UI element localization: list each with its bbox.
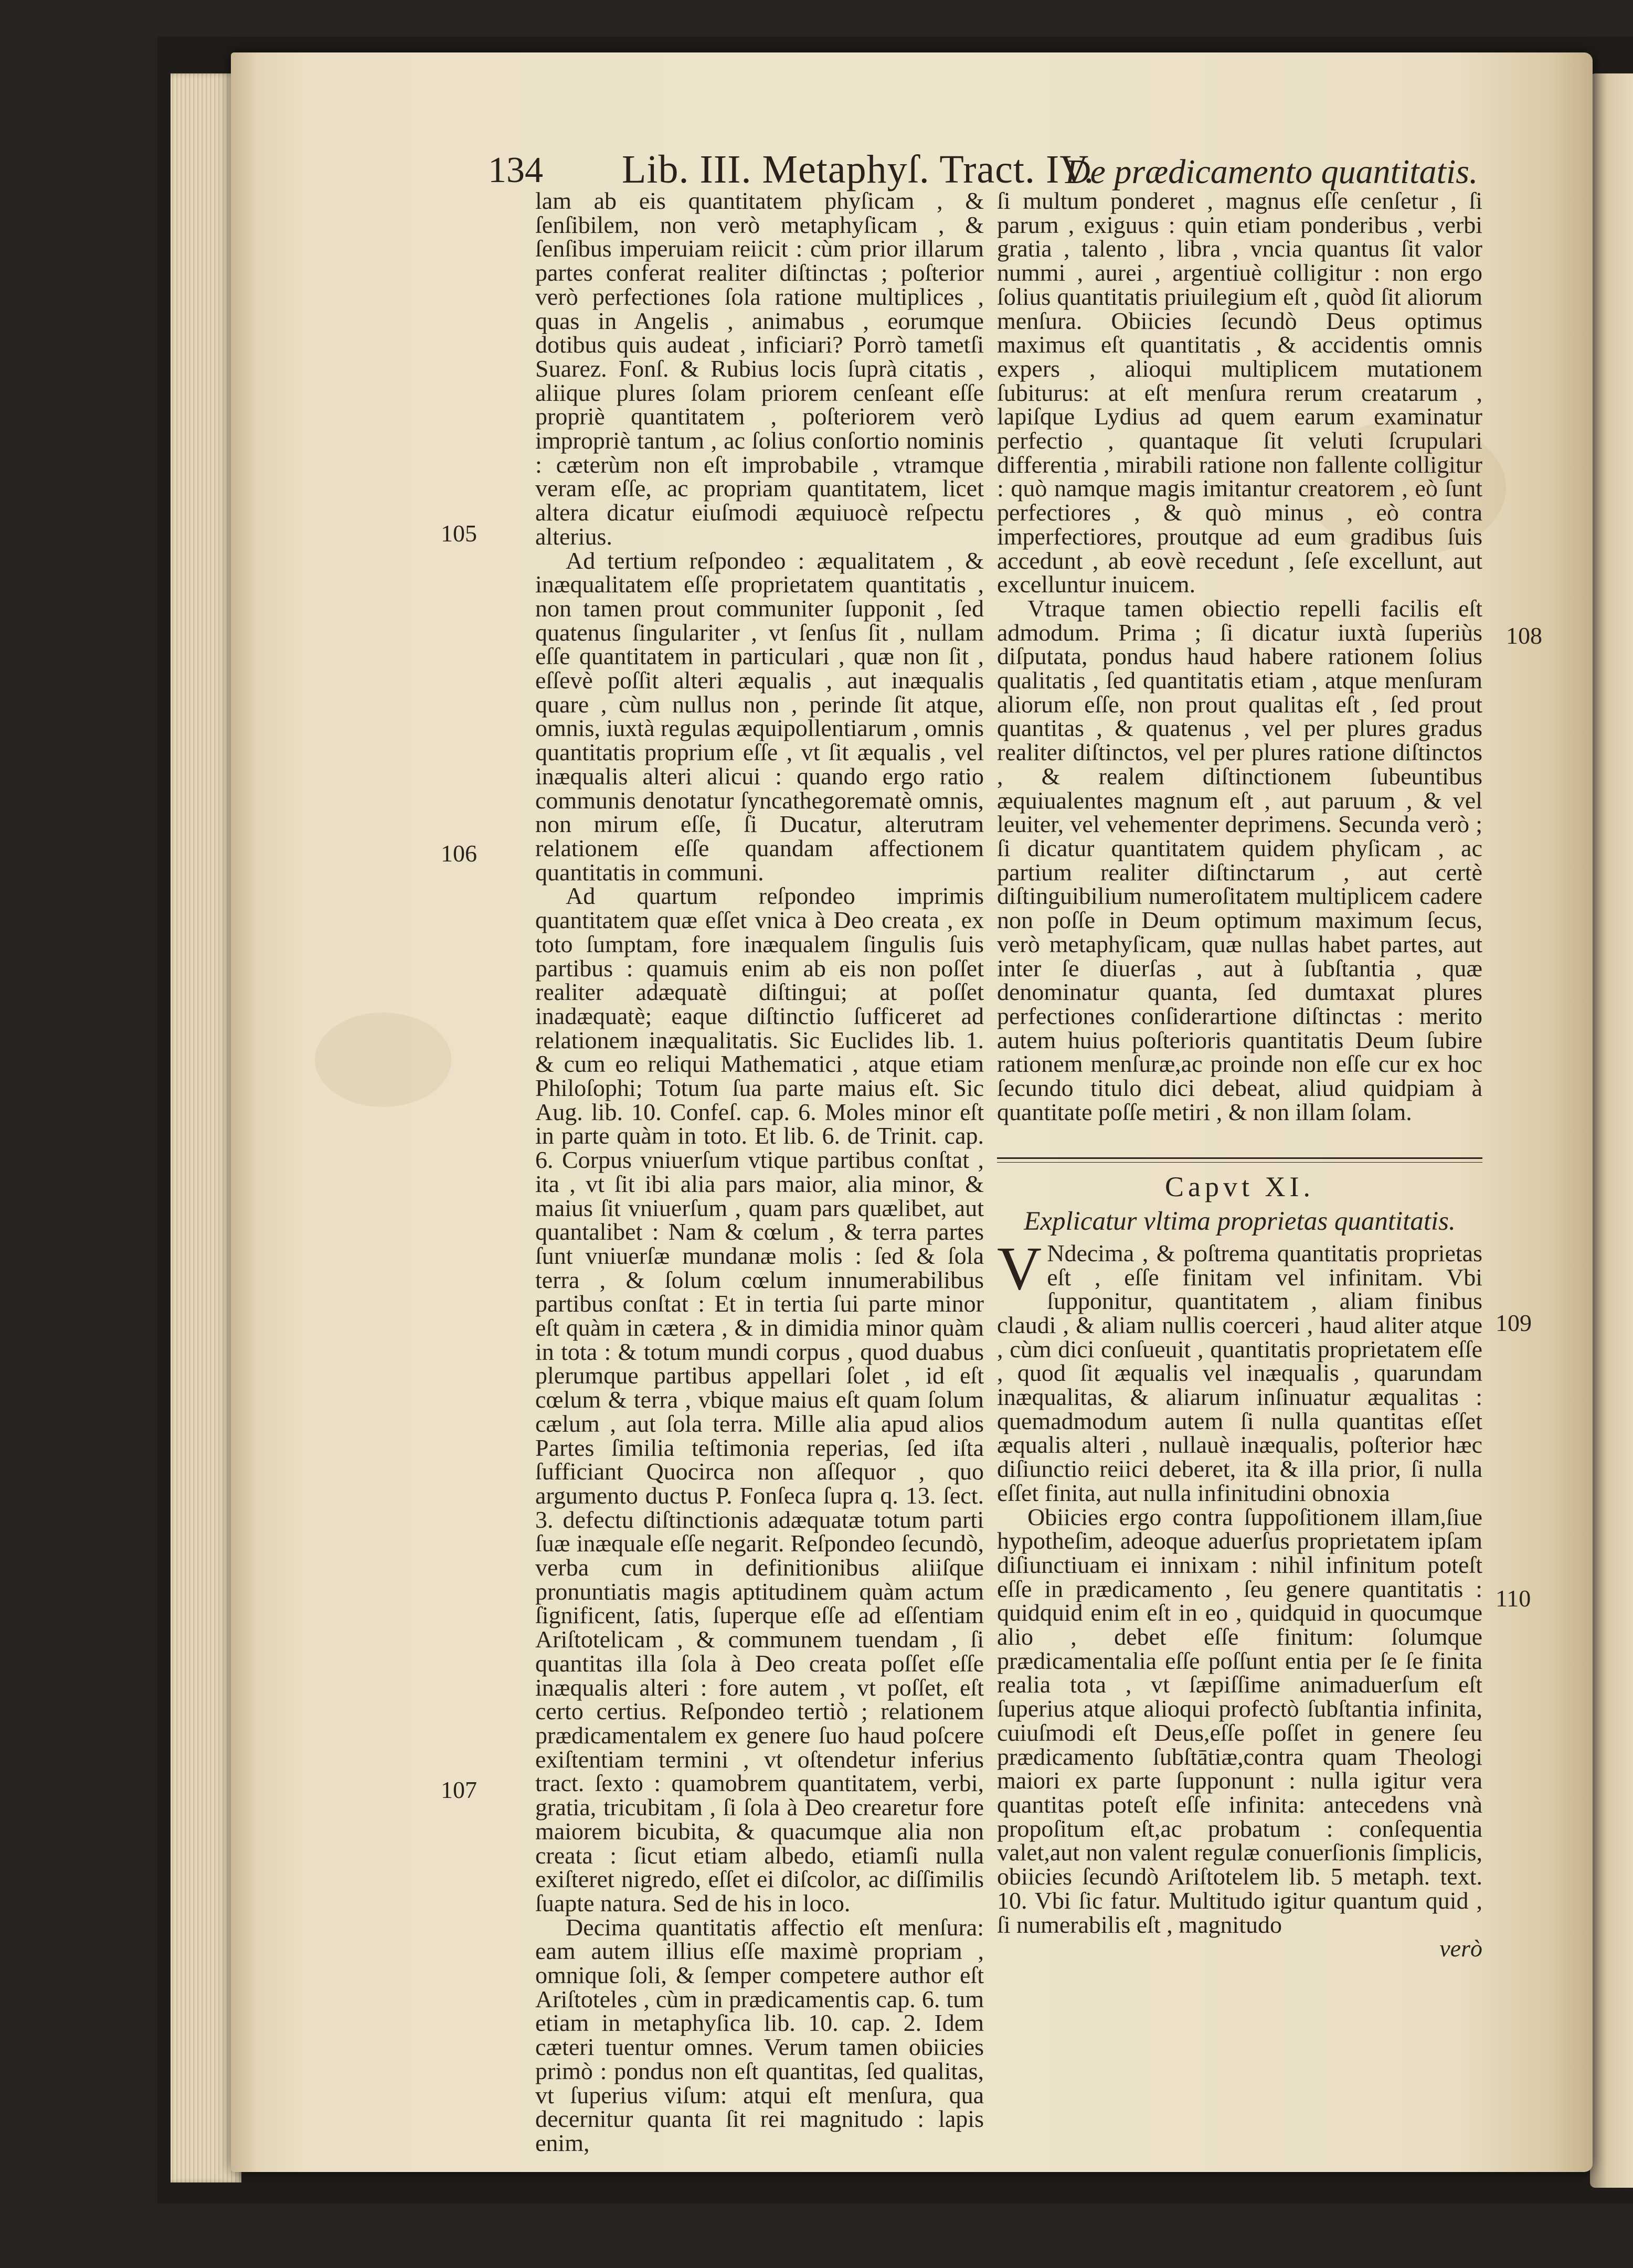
margin-number: 108	[1506, 622, 1542, 649]
margin-number: 106	[441, 840, 477, 867]
paragraph: Ad quartum reſpondeo imprimis quantitatem quæ eſſet vnica à Deo creata , ex toto ſumptam, fore inæqualem ſingulis ſuis partibus : quamuis enim ab eis non poſſet realiter adæquatè diſtingui; at poſſet inadæquatè; eaque diſtinctio ſufficeret ad relationem inæqualitatis. Sic Euclides lib. 1. & cum eo reliqui Mathematici , atque etiam Philoſophi; Totum ſua parte maius eſt. Sic Aug. lib. 10. Confeſ. cap. 6. Moles minor eſt in parte quàm in toto. Et lib. 6. de Trinit. cap. 6. Corpus vniuerſum vtique partibus conſtat , ita , vt ſit ibi alia pars maior, alia minor, & maius ſit vniuerſum , quam pars quælibet, aut quantalibet : Nam & cœlum , & terra partes ſunt vniuerſæ mundanæ molis : ſed & ſola terra , & ſolum cœlum innumerabilibus partibus conſtat : Et in tertia ſui parte minor eſt quàm in cætera , & in dimidia minor quàm in tota : & totum mundi corpus , quod duabus plerumque partibus appellari ſolet , id eſt cœlum & terra , vbique maius eſt quam ſolum cælum , aut ſola terra. Mille alia apud alios Partes ſimilia teſtimonia reperias, ſed iſta ſufficiant Quocirca non aſſequor , quo argumento ductus P. Fonſeca ſupra q. 13. ſect. 3. defectu diſtinctionis adæquatæ totum parti ſuæ inæquale eſſe negarit. Reſpondeo ſecundò, verba cum in definitionibus aliiſque pronuntiatis magis aptitudinem quàm actum ſignificent, ſatis, ſuperque eſſe ad eſſentiam Ariſtotelicam , & communem tuendam , ſi quantitas illa ſola à Deo creata poſſet eſſe inæqualis alteri : fore autem , vt poſſet, eſt certo certius. Reſpondeo tertiò ; relationem prædicamentalem ex genere ſuo haud poſcere exiſtentiam termini , vt oſtendetur inferius tract. ſexto : quamobrem quantitatem, verbi, gratia, tricubitam , ſi ſola à Deo crearetur fore maiorem bicubita, & quacumque alia non creata : ſicut etiam albedo, etiamſi nulla exiſteret nigredo, eſſet ei diſcolor, ac diſſimilis ſuapte natura. Sed de his in loco.	[535, 882, 984, 1916]
paragraph: Ad tertium reſpondeo : æqualitatem , & inæqualitatem eſſe proprietatem quantitatis , non tamen prout communiter ſupponit , ſed quatenus ſingulariter , vt ſenſus ſit , nullam eſſe quantitatem in particulari , quæ non ſit , eſſevè poſſit alteri æqualis , aut inæqualis quare , cùm nullus non , perinde ſit atque, omnis, iuxtà regulas æquipollentiarum , omnis quantitatis proprium eſſe , vt ſit æqualis , vel inæqualis alteri alicui : quando ergo ratio communis denotatur ſyncathegorematè omnis, non mirum eſſe, ſi Ducatur, alterutram relationem eſſe quandam affectionem quantitatis in communi.	[535, 547, 984, 886]
right-column	[997, 189, 1482, 1961]
margin-number: 110	[1496, 1585, 1531, 1612]
paragraph-text: Ndecima , & poſtrema quantitatis proprietas eſt , eſſe finitam vel infinitam. Vbi ſupponitur, quantitatem , aliam finibus claudi , & aliam nullis coerceri , haud aliter atque , cùm dici conſueuit , quantitatis proprietatem eſſe , quod ſit æqualis vel inæqualis , quarundam inæqualitas, & aliarum inſinuatur æqualitas : quemadmodum autem ſi nulla quantitas eſſet æqualis alteri , nullauè inæqualis, poſterior hæc diſiunctio reiici deberet, ita & illa prior, ſi nulla eſſet finita, aut nulla infinitudini obnoxia	[997, 1239, 1482, 1506]
paragraph: Obiicies ergo contra ſuppoſitionem illam,ſiue hypotheſim, adeoque aduerſus proprietatem ipſam diſiunctiuam ei innixam : nihil infinitum poteſt eſſe in prædicamento , ſeu genere quantitatis : quidquid enim eſt in eo , quidquid in quocumque alio , debet eſſe finitum: ſolumque prædicamentalia eſſe poſſunt entia per ſe ſe finita realia tota , vt ſæpiſſime animaduerſum eſt ſuperius atque alioqui profectò ſubſtantia infinita, cuiuſmodi eſt Deus,eſſe poſſet in genere ſeu prædicamento ſubſtātiæ,contra quam Theologi maiori ex parte ſupponunt : nulla igitur vera quantitas poteſt eſſe infinita: antecedens vnà propoſitum eſt,ac probatum : conſequentia valet,aut non valent regulæ conuerſionis ſimplicis, obiicies ſecundò Ariſtotelem lib. 5 metaph. text. 10. Vbi ſic fatur. Multitudo igitur quantum quid , ſi numerabilis eſt , magnitudo	[997, 1503, 1482, 1938]
facing-page-edge	[1590, 73, 1633, 2188]
paragraph	[997, 1233, 1482, 1506]
left-column	[535, 189, 984, 2155]
margin-number: 105	[441, 520, 477, 547]
paragraph: lam ab eis quantitatem phyſicam , & ſenſibilem, non verò metaphyſicam , & ſenſibus imperuiam reiicit : cùm prior illarum partes conferat realiter diſtinctas ; poſterior verò perfectiones ſola ratione multiplices , quas in Angelis , animabus , eorumque dotibus quis audeat , inficiari? Porrò tametſi Suarez. Fonſ. & Rubius locis ſuprà citatis , aliique plures ſolam priorem cenſeant eſſe propriè quantitatem , poſteriorem verò impropriè tantum , ac ſolius conſortio nominis : cæterùm non eſt improbabile , vtramque veram eſſe, ac propriam quantitatem, licet altera dicatur eiuſmodi æquiuocè reſpectu alterius.	[535, 187, 984, 550]
chapter-title: Capvt XI.	[1165, 1171, 1314, 1203]
chapter-subtitle: Explicatur vltima proprietas quantitatis.	[1024, 1207, 1456, 1237]
margin-number: 107	[441, 1776, 477, 1803]
paragraph: ſi multum ponderet , magnus eſſe cenſetur , ſi parum , exiguus : quin etiam ponderibus , verbi gratia , talento , libra , vncia quantus ſit valor nummi , aurei , argentiuè colligitur : non ergo ſolius quantitatis priuilegium eſt , quòd ſit aliorum menſura. Obiicies ſecundò Deus optimus maximus eſt quantitatis , & accidentis omnis expers , alioqui multiplicem mutationem ſubiturus: at eſt menſura rerum creatarum , lapiſque Lydius ad quem earum examinatur perfectio , quantaque ſit veluti ſcrupulari differentia , mirabili ratione non fallente colligitur : quò namque magis imitantur creatorem , eò ſunt perfectiores , & quò minus , eò contra imperfectiores, proutque ad eum gradibus ſuis accedunt , ab eovè recedunt , ſeſe excellunt, aut excelluntur inuicem.	[997, 187, 1482, 598]
paragraph: Vtraque tamen obiectio repelli facilis eſt admodum. Prima ; ſi dicatur iuxtà ſuperiùs diſputata, pondus haud habere rationem ſolius qualitatis , ſed quantitatis etiam , atque menſuram aliorum eſſe, non prout qualitas eſt , ſed prout quantitas , & quatenus , vel per plures gradus realiter diſtinctos, vel per plures ratione diſtinctos , & realem diſtinctionem ſubeuntibus æquiualentes magnum eſt , aut paruum , & vel leuiter, vel vehementer deprimens. Secunda verò ; ſi dicatur quantitatem quidem phyſicam , ac partium realiter diſtinctarum , aut certè diſtinguibilium numeroſitatem multiplicem cadere non poſſe in Deum optimum maximum ſecus, verò metaphyſicam, quæ nullas habet partes, aut inter ſe diuerſas , aut à ſubſtantia , quæ denominatur quanta, ſed dumtaxat plures perfectiones conſiderartione diſtinctas : merito autem huius poſterioris quantitatis Deum ſubire rationem menſuræ,ac proinde non eſſe cur ex hoc ſecundo titulo dici debeat, aliud quidpiam à quantitate poſſe metiri , & non illam ſolam.	[997, 594, 1482, 1125]
running-title: Lib. III. Metaphyſ. Tract. IV.	[622, 147, 1095, 191]
catchword: verò	[1439, 1935, 1482, 1962]
paragraph: Decima quantitatis affectio eſt menſura: eam autem illius eſſe maximè propriam , omnique ſoli, & ſemper competere author eſt Ariſtoteles , cùm in prædicamentis cap. 6. tum etiam in metaphyſica lib. 10. cap. 2. Idem cæteri tuentur omnes. Verum tamen obiicies primò : pondus non eſt quantitas, ſed qualitas, vt ſuperius viſum: atqui eſt menſura, qua decernitur quanta ſit rei magnitudo : lapis enim,	[535, 1913, 984, 2156]
section-rule	[997, 1157, 1482, 1163]
section-title: De prædicamento quantitatis.	[1065, 153, 1478, 191]
paper-stain	[315, 1013, 451, 1107]
drop-cap: V	[997, 1233, 1042, 1303]
page-number: 134	[488, 150, 543, 190]
margin-number: 109	[1496, 1309, 1532, 1336]
